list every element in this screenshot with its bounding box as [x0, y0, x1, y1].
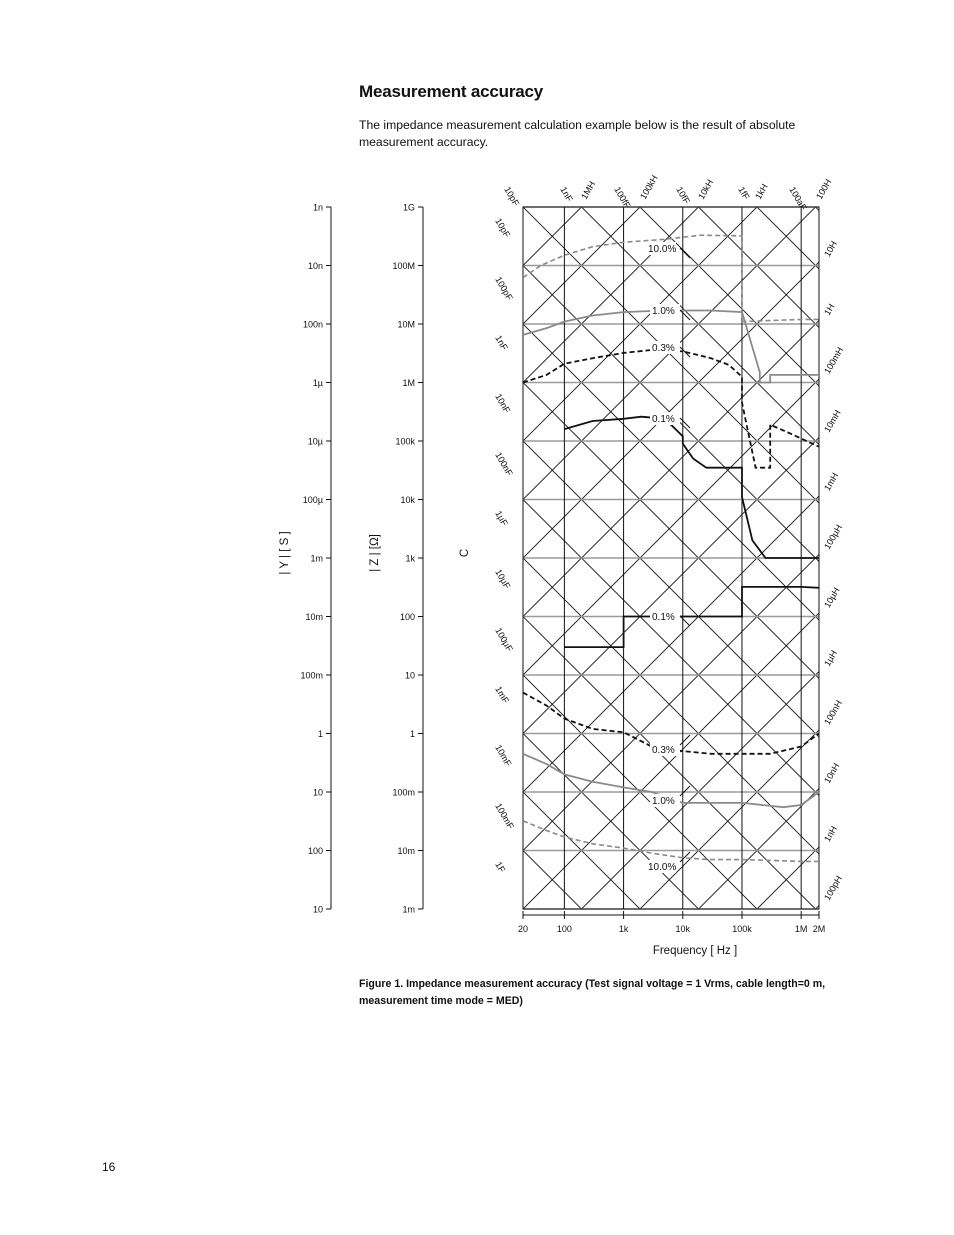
inductance-diagonal: [513, 0, 954, 451]
inductance-diagonal: [513, 0, 954, 685]
impedance-tick-label: 100k: [395, 436, 415, 447]
capacitance-diagonal: [513, 607, 954, 976]
capacitance-diagonal: [513, 0, 954, 975]
top-capacitance-label: 100aF: [787, 185, 809, 213]
capacitance-diagonal: [513, 958, 954, 976]
annotation-leader: [680, 248, 690, 258]
capacitance-diagonal: [513, 197, 954, 975]
top-capacitance-label: 100fF: [612, 185, 633, 210]
x-tick-label: 100k: [732, 924, 752, 934]
inductance-label: 10nH: [822, 761, 842, 785]
inductance-label: 1µH: [822, 648, 840, 668]
admittance-tick-label: 10m: [305, 612, 323, 622]
admittance-tick-label: 10µ: [307, 436, 323, 447]
x-tick-label: 100: [556, 924, 572, 934]
impedance-tick-label: 10m: [397, 846, 415, 856]
capacitance-diagonal: [513, 0, 954, 975]
impedance-tick-label: 1M: [402, 378, 415, 388]
impedance-axis-title: | Z | [Ω]: [369, 534, 381, 572]
capacitance-label: 100µF: [493, 626, 515, 654]
inductance-diagonal: [513, 0, 954, 919]
accuracy-annotation: 0.3%: [652, 343, 675, 354]
inductance-label: 10H: [822, 239, 839, 259]
x-tick-label: 10k: [675, 924, 691, 934]
inductance-label: 100µH: [822, 522, 845, 551]
capacitance-diagonal: [513, 314, 954, 975]
capacitance-diagonal: [513, 0, 954, 975]
top-inductance-label: 10kH: [696, 177, 716, 201]
capacitance-label: 100mF: [493, 801, 516, 831]
diagonal-grid: [513, 0, 954, 975]
annotation-leader: [680, 786, 690, 796]
capacitance-label: 100pF: [493, 275, 515, 303]
admittance-tick-label: 1µ: [312, 378, 323, 388]
accuracy-annotation: 1.0%: [652, 796, 675, 807]
capacitance-label: 1nF: [493, 333, 510, 352]
intro-paragraph: The impedance measurement calculation example below is the result of absolute measurement accuracy.: [359, 118, 796, 149]
inductance-diagonal: [513, 0, 954, 744]
capacitance-diagonal: [513, 490, 954, 976]
accuracy-annotation: 0.1%: [652, 612, 675, 623]
caption-line-2: measurement time mode = MED): [359, 995, 523, 1007]
capacitance-diagonal: [513, 22, 954, 976]
inductance-diagonal: [513, 0, 954, 276]
capacitance-diagonal: [513, 0, 954, 975]
inductance-diagonal: [513, 0, 954, 100]
inductance-diagonal: [513, 0, 954, 334]
capacitance-diagonal: [513, 724, 954, 976]
top-inductance-label: 100kH: [638, 173, 660, 201]
accuracy-annotation: 10.0%: [648, 244, 677, 255]
accuracy-annotation: 0.1%: [652, 414, 675, 425]
impedance-tick-label: 10: [404, 670, 415, 681]
inductance-diagonal: [513, 0, 954, 217]
section-title: Measurement accuracy: [359, 82, 544, 101]
inductance-diagonal: [513, 0, 954, 975]
admittance-tick-label: 1: [317, 729, 323, 739]
x-tick-label: 1M: [794, 924, 808, 934]
impedance-tick-label: 100M: [392, 261, 415, 271]
inductance-diagonal: [513, 0, 954, 42]
accuracy-annotation: 0.3%: [652, 745, 675, 756]
capacitance-diagonal: [513, 0, 954, 975]
inductance-label: 100pH: [822, 874, 844, 902]
annotation-leader: [680, 418, 690, 428]
top-capacitance-label: 10pF: [502, 185, 522, 208]
top-inductance-label: 1MH: [579, 179, 598, 201]
capacitance-label: 100nF: [493, 450, 515, 478]
admittance-axis-title: | Y | [ S ]: [279, 531, 291, 575]
capacitance-diagonal: [513, 0, 954, 975]
inductance-label: 1nH: [822, 824, 839, 844]
inductance-diagonal: [513, 0, 954, 975]
admittance-tick-label: 10n: [307, 261, 323, 271]
inductance-diagonal: [513, 0, 954, 975]
caption-line-1: Figure 1. Impedance measurement accuracy (Test signal voltage = 1 Vrms, cable length=0 m,: [359, 978, 826, 990]
impedance-tick-label: 1: [409, 729, 415, 739]
impedance-tick-label: 1G: [402, 202, 415, 213]
capacitance-diagonal: [513, 256, 954, 976]
accuracy-contour: [523, 821, 819, 862]
inductance-label: 10µH: [822, 585, 842, 610]
impedance-tick-label: 10k: [400, 495, 415, 505]
inductance-diagonal: [513, 0, 954, 627]
admittance-tick-label: 100m: [300, 670, 323, 681]
annotation-leader: [680, 616, 690, 626]
capacitance-diagonal: [513, 0, 954, 975]
capacitance-diagonal: [513, 548, 954, 975]
capacitance-axis-title: C: [459, 548, 471, 558]
admittance-tick-label: 1n: [312, 202, 323, 213]
inductance-diagonal: [513, 0, 954, 975]
capacitance-label: 10µF: [493, 567, 513, 591]
admittance-tick-label: 10: [312, 904, 323, 915]
capacitance-diagonal: [513, 0, 954, 975]
inductance-diagonal: [513, 0, 954, 802]
capacitance-label: 10nF: [493, 392, 513, 415]
impedance-tick-label: 100: [399, 612, 415, 622]
capacitance-diagonal: [513, 139, 954, 976]
top-capacitance-label: 10fF: [674, 185, 692, 206]
capacitance-label: 10mF: [493, 743, 514, 768]
capacitance-diagonal: [513, 0, 954, 975]
capacitance-label: 1µF: [493, 509, 510, 528]
accuracy-annotation: 1.0%: [652, 306, 675, 317]
capacitance-diagonal: [513, 431, 954, 975]
inductance-label: 1mH: [822, 471, 841, 493]
inductance-label: 10mH: [822, 408, 843, 434]
annotation-leader: [680, 310, 690, 320]
inductance-diagonal: [513, 0, 954, 159]
impedance-tick-label: 10M: [397, 319, 415, 330]
admittance-tick-label: 100n: [302, 319, 323, 330]
capacitance-diagonal: [513, 0, 954, 975]
inductance-diagonal: [513, 0, 954, 568]
impedance-tick-label: 1k: [405, 553, 415, 564]
x-tick-label: 1k: [618, 924, 629, 934]
admittance-tick-label: 10: [312, 787, 323, 798]
inductance-label: 100nH: [822, 698, 844, 727]
inductance-label: 1H: [822, 302, 837, 317]
inductance-diagonal: [513, 0, 954, 975]
top-capacitance-label: 1nF: [558, 185, 575, 204]
capacitance-diagonal: [513, 899, 954, 975]
page-number: 16: [102, 1160, 116, 1174]
top-inductance-label: 100H: [814, 177, 834, 201]
inductance-label: 100mH: [822, 345, 846, 376]
impedance-tick-label: 1m: [402, 904, 415, 915]
admittance-tick-label: 100µ: [302, 495, 323, 505]
capacitance-label: 10pF: [493, 216, 513, 240]
accuracy-annotation: 10.0%: [648, 862, 677, 873]
inductance-diagonal: [513, 0, 954, 975]
x-tick-label: 2M: [812, 924, 826, 934]
admittance-tick-label: 100: [307, 846, 323, 856]
capacitance-label: 1mF: [493, 684, 511, 706]
accuracy-contour: [523, 350, 819, 468]
capacitance-diagonal: [513, 373, 954, 976]
capacitance-diagonal: [513, 0, 954, 975]
x-axis-title: Frequency [ Hz ]: [652, 945, 738, 957]
top-capacitance-label: 1fF: [736, 185, 752, 202]
impedance-tick-label: 100m: [392, 787, 415, 798]
capacitance-label: 1F: [493, 860, 508, 875]
admittance-tick-label: 1m: [310, 553, 323, 564]
inductance-diagonal: [513, 0, 954, 975]
inductance-diagonal: [513, 0, 954, 975]
top-inductance-label: 1kH: [753, 182, 770, 201]
inductance-diagonal: [513, 0, 954, 510]
x-tick-label: 20: [517, 924, 529, 934]
figure-caption: [359, 976, 859, 1010]
